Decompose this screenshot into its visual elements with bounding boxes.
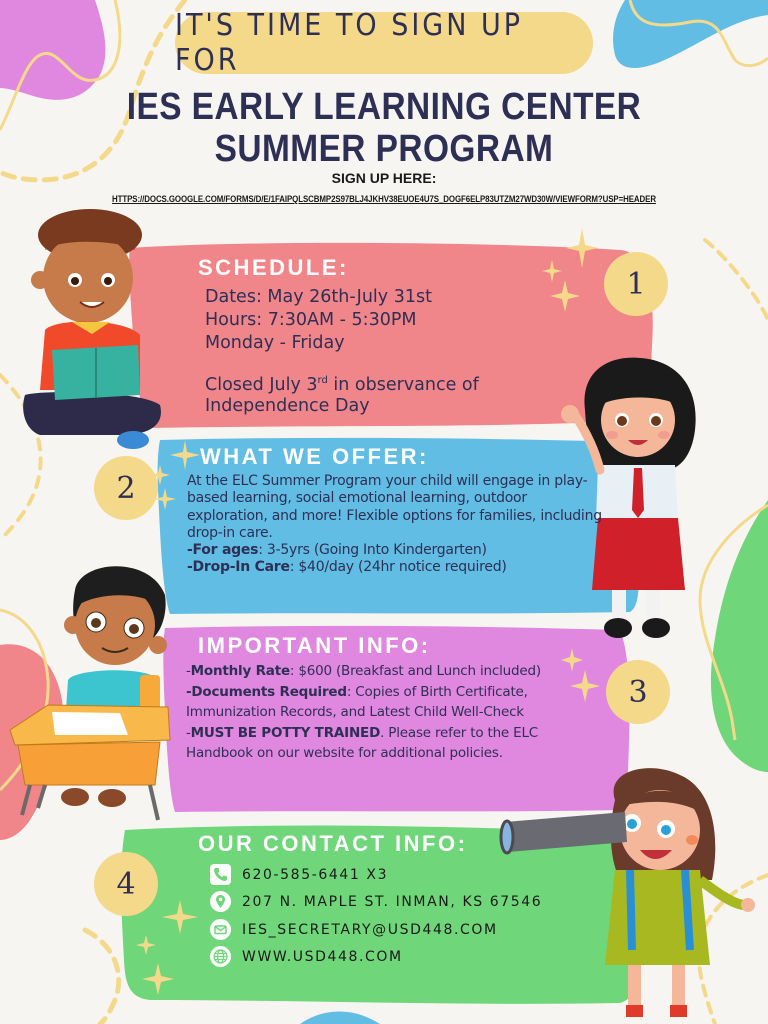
globe-icon [210, 946, 231, 967]
contact-email[interactable] [210, 919, 498, 940]
purple-blob [0, 0, 105, 100]
schedule-dates: Dates: May 26th-July 31st [205, 287, 432, 307]
signup-kicker-pill: IT'S TIME TO SIGN UP FOR [175, 12, 593, 74]
info-details [186, 661, 606, 764]
contact-address[interactable] [210, 891, 542, 912]
signup-form-link[interactable]: HTTPS://DOCS.GOOGLE.COM/FORMS/D/E/1FAIPQLSCBMP2S97BLJ4JKHV38EUOE4U7S_DOGF6ELP83UTZM27WD30W/VIEWFORM?USP=HEADER [112, 194, 656, 204]
step-badge-3: 3 [606, 660, 670, 724]
blue-blob [613, 0, 768, 68]
schedule-hours: Hours: 7:30AM - 5:30PM [205, 310, 417, 330]
contact-email-text: IES_SECRETARY@USD448.COM [242, 921, 498, 938]
info-potty: -MUST BE POTTY TRAINED. Please refer to the ELC Handbook on our website for additional policies. [186, 724, 539, 762]
contact-phone[interactable] [210, 864, 388, 885]
step-badge-4: 4 [94, 852, 158, 916]
offer-details [187, 473, 607, 577]
offer-heading: WHAT WE OFFER: [200, 444, 429, 469]
signup-label: SIGN UP HERE: [331, 170, 437, 186]
location-pin-icon [210, 891, 231, 912]
contact-heading: OUR CONTACT INFO: [198, 831, 468, 856]
contact-website-text: WWW.USD448.COM [242, 948, 403, 965]
info-documents: -Documents Required: Copies of Birth Certificate, Immunization Records, and Latest Child Well-Check [186, 683, 528, 721]
info-monthly-rate: -Monthly Rate: $600 (Breakfast and Lunch included) [186, 663, 541, 679]
page-title-line2: SUMMER PROGRAM [214, 128, 554, 170]
phone-icon [210, 864, 231, 885]
contact-phone-text: 620-585-6441 X3 [242, 866, 389, 883]
step-badge-1: 1 [604, 252, 668, 316]
schedule-heading: SCHEDULE: [198, 255, 349, 280]
page-title-line1: IES EARLY LEARNING CENTER [126, 86, 642, 128]
step-badge-2: 2 [94, 456, 158, 520]
schedule-details [205, 286, 605, 417]
info-heading: IMPORTANT INFO: [198, 633, 431, 658]
offer-ages: -For ages: 3-5yrs (Going Into Kindergarten) [187, 542, 487, 559]
contact-website[interactable] [210, 946, 403, 967]
schedule-days: Monday - Friday [205, 333, 345, 353]
offer-dropin: -Drop-In Care: $40/day (24hr notice required) [187, 559, 507, 576]
envelope-icon [210, 919, 231, 940]
offer-description: At the ELC Summer Program your child will engage in play-based learning, social emotional learning, outdoor exploration, and more! Flexible options for families, including drop-in care. [187, 473, 602, 541]
schedule-closure-note: Closed July 3rd in observance of Independence Day [205, 375, 479, 416]
green-blob [711, 500, 768, 772]
contact-address-text: 207 N. MAPLE ST. INMAN, KS 67546 [242, 893, 543, 910]
